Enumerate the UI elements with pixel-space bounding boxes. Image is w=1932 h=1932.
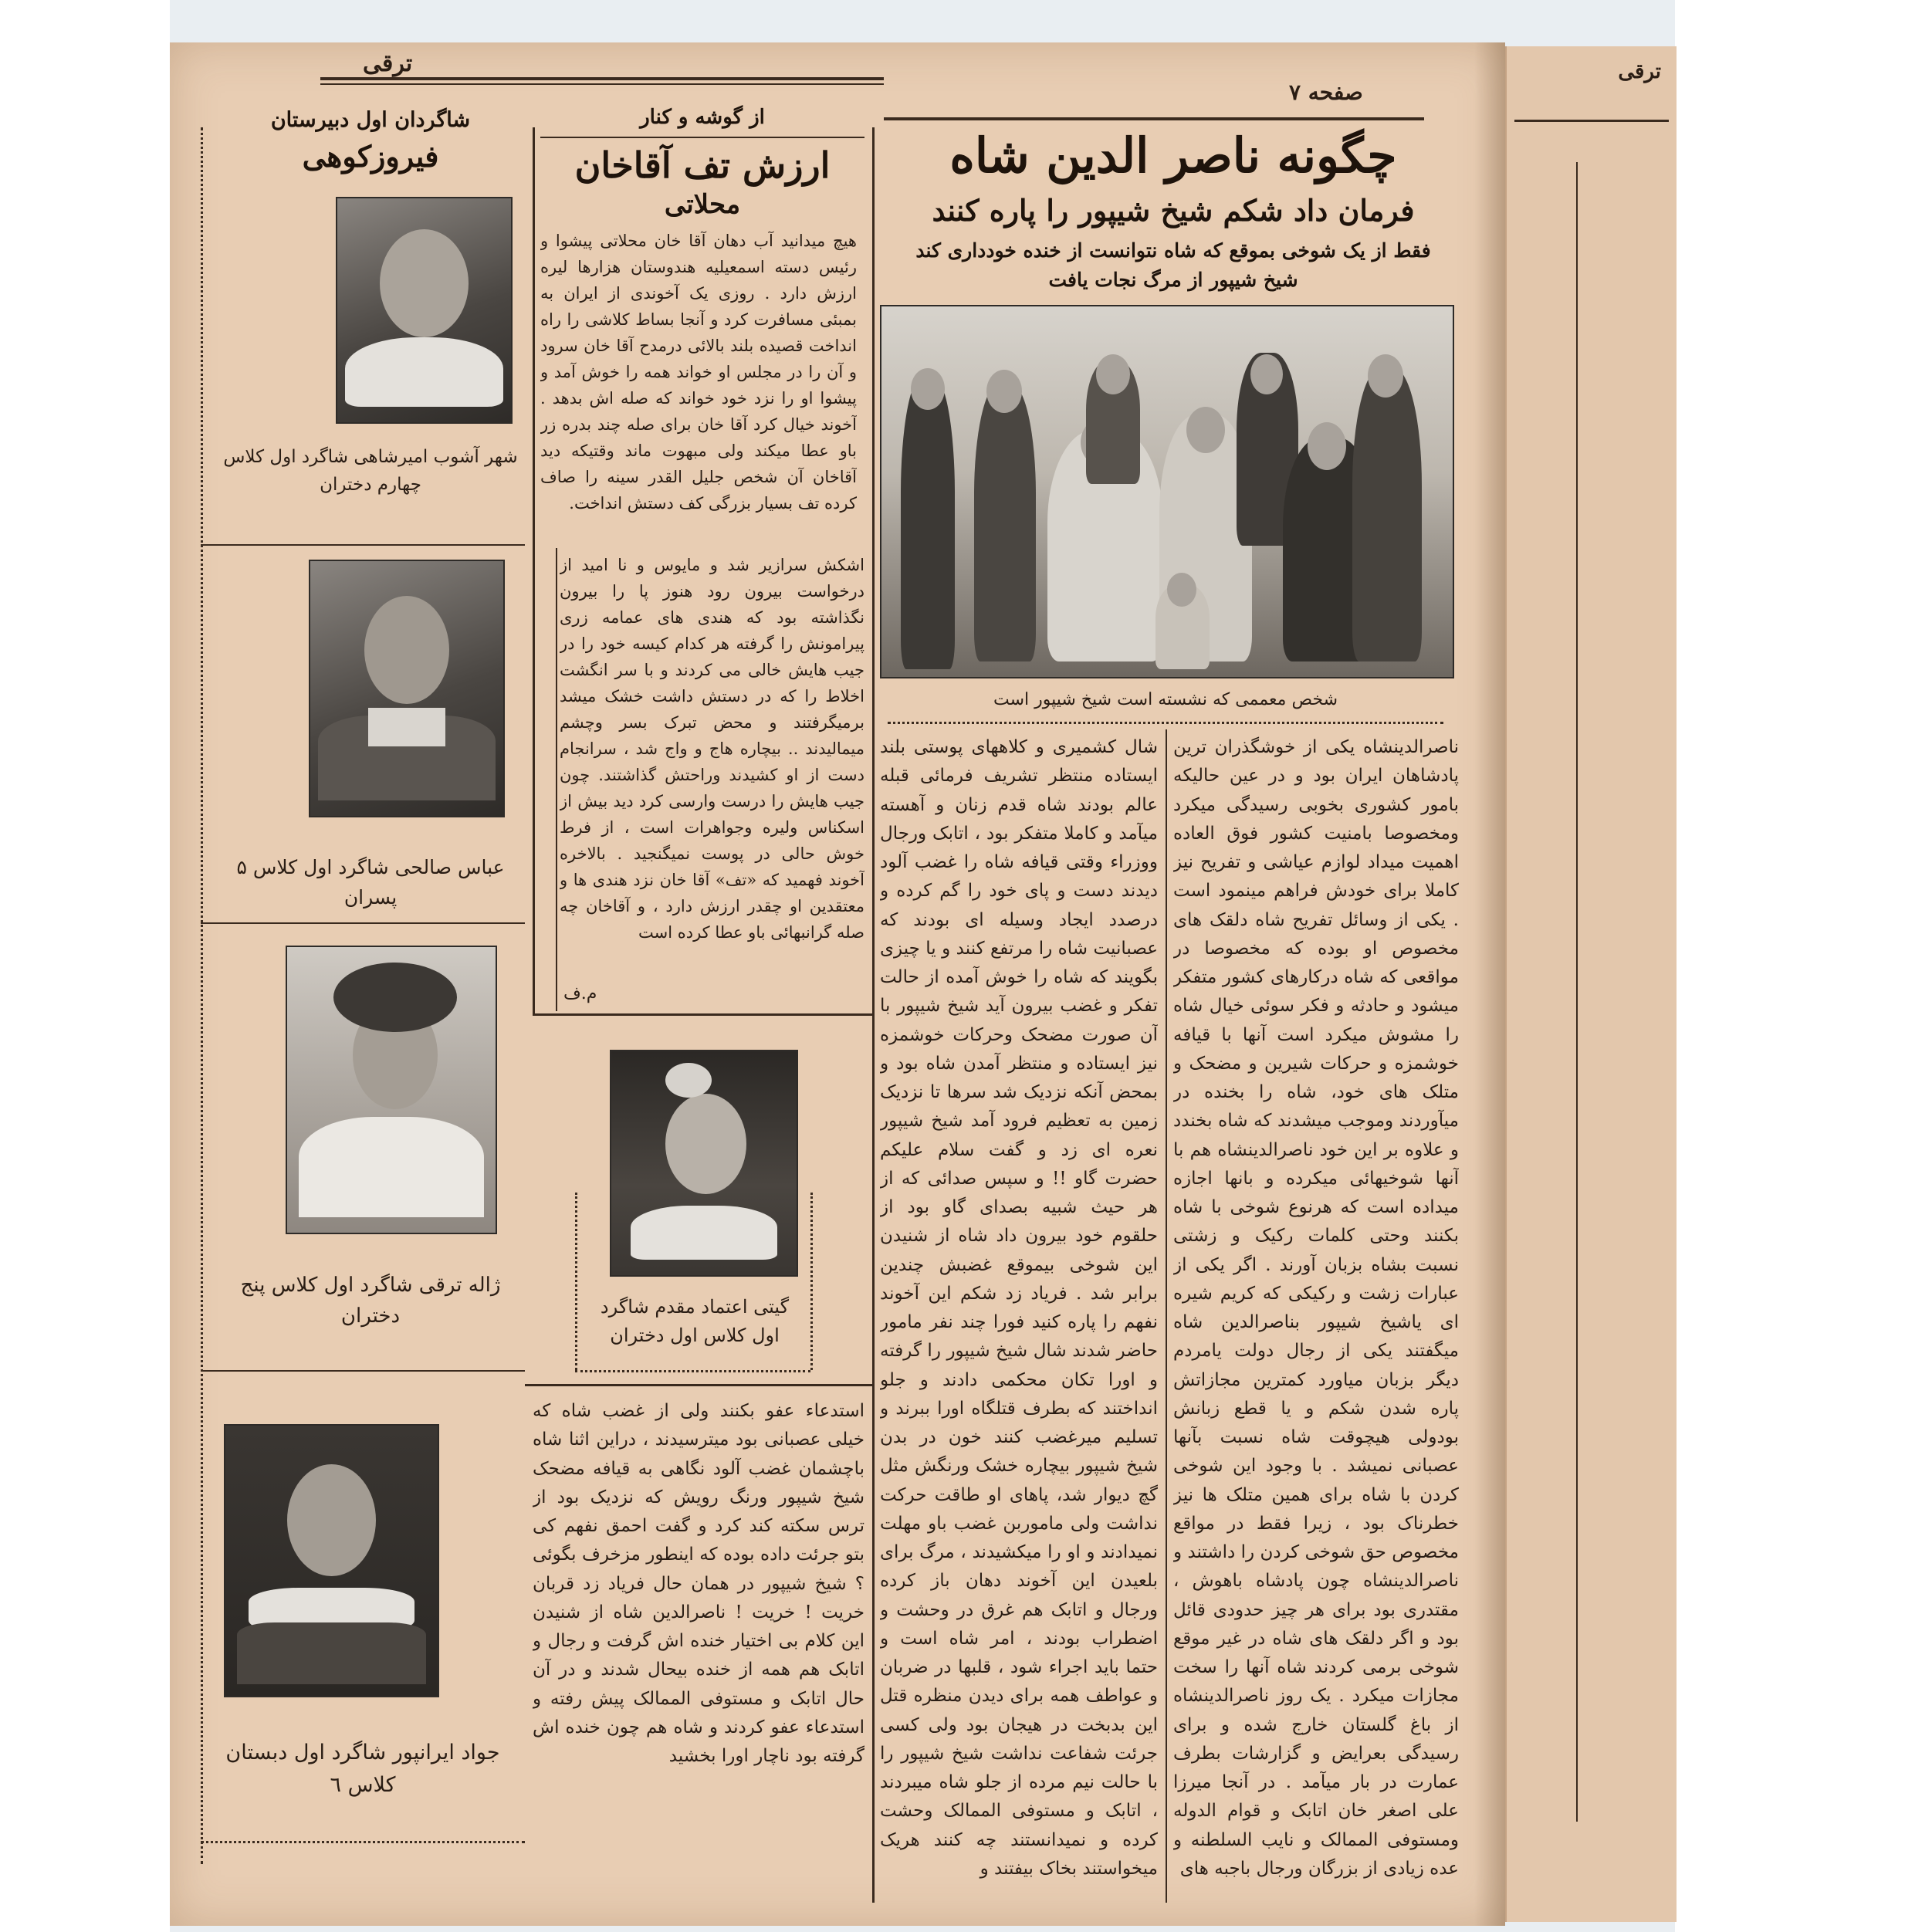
portrait-javad (224, 1424, 439, 1697)
caption-shahr-ashoob: شهر آشوب امیرشاهی شاگرد اول کلاس چهارم دختران (223, 447, 518, 495)
portrait-shahr-ashoob (336, 197, 513, 424)
main-deck-1: فقط از یک شوخی بموقع که شاه نتوانست از خنده خودداری کند (915, 239, 1431, 262)
caption-javad: جواد ایرانپور شاگرد اول دبستان کلاس ٦ (225, 1741, 500, 1797)
students-title-2: فیروزکوهی (302, 139, 439, 174)
main-deck-2: شیخ شیپور از مرگ نجات یافت (1048, 269, 1298, 291)
next-page-edge (1505, 46, 1677, 1922)
students-title-1: شاگردان اول دبیرستان (270, 108, 471, 132)
masthead: ترقی (363, 50, 413, 77)
group-photo-caption: شخص معممی که نشسته است شیخ شیپور است (993, 690, 1338, 709)
middle-article-signature: م.ف (563, 984, 597, 1003)
main-article-column-left: شال کشمیری و کلاههای پوستی بلند ایستاده منتظر تشریف فرمائی قبله عالم بودند شاه قدم زنان و آهسته میآمد و کاملا متفکر بود ، اتابک ورجال ووزراء وقتی قیافه شاه را غضب آلود دیدند دست و پای خود را گم کرده و درصدد ایجاد وسیله ای بودند که عصبانیت شاه را مرتفع کنند و یا چیزی بگویند که شاه را خوش آمده از حالت تفکر و غضب بیرون آید شیخ شیپور با آن صورت مضحک وحرکات خوشمزه نیز ایستاده و منتظر آمدن شاه بود و بمحض آنکه نزدیک شد سرها تا نزدیک زمین به تعظیم فرود آمد شیخ شیپور نعره ای زد و گفت سلام علیکم حضرت گاو !! و سپس صدائی که از هر حیث شبیه بصدای گاو بود از حلقوم خود بیرون داد شاه از شنیدن این شوخی بیموقع غضبش چندین برابر شد . فریاد زد شکم این آخوند نفهم را پاره کنید فورا چند نفر مامور حاضر شدند شال شیخ شیپور را گرفته و اورا تکان محکمی دادند و جلو انداختند که بطرف قتلگاه اورا ببرند و تسلیم میرغضب کنند خون در بدن شیخ شیپور بیچاره خشک ورنگش مثل گچ دیوار شد، پاهای او طاقت حرکت نداشت ولی ماموربن غضب باو مهلت نمیدادند و او را میکشیدند ، مرگ برای بلعیدن این آخوند دهان باز کرده ورجال و اتابک هم غرق در وحشت و اضطراب بودند ، امر شاه است و حتما باید اجراء شود ، قلبها در ضربان و عواطف همه برای دیدن منظره قتل این بدبخت در هیجان بود ولی کسی جرئت شفاعت نداشت شیخ شیپور را با حالت نیم مرده از جلو شاه میبردند ، اتابک و مستوفی الممالک وحشت کرده و نمیدانستند چه کنند هریک میخواستند بخاک بیفتند و (880, 737, 1158, 1879)
caption-abbas: عباس صالحی شاگرد اول کلاس ۵ پسران (236, 856, 505, 908)
caption-zhaleh: ژاله ترقی شاگرد اول کلاس پنج دختران (240, 1274, 501, 1328)
main-title: چگونه ناصر الدین شاه (949, 127, 1397, 184)
middle-article-body-top: هیچ میدانید آب دهان آقا خان محلاتی پیشوا و رئیس دسته اسمعیلیه هندوستان هزارها لیره ارزش دارد . روزی یک آخوندی از ایران به بمبئی مسافرت کرد و آنجا بساط کلاشی را راه انداخت قصیده بلند بالائی درمدح آقا خان سرود و آن را در مجلس او خواند همه را خوش آمد و پیشوا او را نزد خود خواند که صله اش بدهد . آخوند خیال کرد آقا خان برای صله چند بدره زر باو عطا میکند ولی مبهوت ماند وقتیکه دید آقاخان آن شخص جلیل القدر سینه را صاف کرده تف بسیار بزرگی کف دستش انداخت. (540, 232, 857, 513)
portrait-zhaleh (286, 946, 497, 1234)
main-subtitle: فرمان داد شکم شیخ شیپور را پاره کنند (932, 193, 1415, 228)
portrait-abbas (309, 560, 505, 817)
portrait-giti-caption: گیتی اعتماد مقدم شاگرد اول کلاس اول دختران (600, 1296, 790, 1347)
middle-article-title-sub: محلاتی (664, 189, 741, 220)
portrait-giti (610, 1050, 798, 1277)
page-fold-shadow (1474, 42, 1505, 1926)
page-number: صفحه ۷ (1289, 80, 1363, 105)
newspaper-page (170, 42, 1505, 1926)
header-rule-right (884, 117, 1424, 120)
header-rule-left (320, 77, 884, 80)
section-label: از گوشه و کنار (640, 106, 765, 129)
next-page-masthead: ترقی (1618, 60, 1661, 83)
middle-article-body-bottom: اشکش سرازیر شد و مایوس و نا امید از درخواست بیرون رود هنوز پا را بیرون نگذاشته بود که هندی های عمامه زری پیرامونش را گرفته هر کدام کیسه خود را در جیب هایش خالی می کردند و با سر انگشت اخلاط را که در دستش داشت خشک میشد برمیگرفتند و محض تبرک بسر وچشم میمالیدند .. بیچاره هاج و واج شد ، سرانجام دست از او کشیدند وراحتش گذاشتند. چون جیب هایش را درست وارسی کرد دید بیش از اسکناس ولیره وجواهرات است ، از فرط خوش حالی در پوست نمیگنجید . بالاخره آخوند فهمید که «تف» آقا خان نزد هندی ها و معتقدین او چقدر ارزش دارد ، و آقاخان چه صله گرانبهائی باو عطا کرده است (560, 556, 864, 942)
main-article-continuation: استدعاء عفو بکنند ولی از غضب شاه که خیلی عصبانی بود میترسیدند ، دراین اثنا شاه باچشمان غضب آلود نگاهی به قیافه مضحک شیخ شیپور ورنگ رویش که نزدیک بود از ترس سکته کند کرد و گفت احمق نفهم کی بتو جرئت داده بوده که اینطور مزخرف بگوئی ؟ شیخ شیپور در همان حال فریاد زد قربان خریت ! خریت ! ناصرالدین شاه از شنیدن این کلام بی اختیار خنده اش گرفت و رجال و اتابک هم همه از خنده بیحال شدند و در آن حال اتابک و مستوفی الممالک پیش رفته و استدعاء عفو کردند و شاه هم چون خنده اش گرفته بود ناچار اورا بخشید (533, 1401, 864, 1766)
main-article-column-right: ناصرالدینشاه یکی از خوشگذران ترین پادشاهان ایران بود و در عین حالیکه بامور کشوری بخوبی رسیدگی میکرد ومخصوصا بامنیت کشور فوق العاده اهمیت میداد لوازم عیاشی و تفریح نیز کاملا برای خودش فراهم مینمود است . یکی از وسائل تفریح شاه دلقک های مخصوص او بوده که مخصوصا در مواقعی که شاه درکارهای کشور متفکر میشود و حادثه و فکر سوئی خیال شاه را مشوش میکرد است آنها با قیافه خوشمزه و حرکات شیرین و مضحک و متلک های خود، شاه را بخنده در میآوردند وموجب میشدند که شاه بخندد و علاوه بر این خود ناصرالدینشاه هم با آنها شوخیهائی میکرده و بانها اجازه میداده است که هرنوع شوخی با شاه بکنند وحتی کلمات رکیک و زشتی نسبت بشاه بزبان آورند . اگر یکی از عبارات زشت و رکیکی که کریم شیره ای یاشیخ شیپور بناصرالدین شاه میگفتند یکی از رجال دولت یامردم دیگر بزبان میاورد کمترین مجازاتش پاره شدن شکم و یا قطع زبانش بودولی هیچوقت شاه نسبت بآنها عصبانی نمیشد . با وجود این شوخی کردن با شاه برای همین متلک ها نیز خطرناک بود ، زیرا فقط در مواقع مخصوص حق شوخی کردن را داشتند و ناصرالدینشاه چون پادشاه باهوش ، مقتدری بود برای هر چیز حدودی قائل بود و اگر دلقک های شاه در غیر موقع شوخی برمی کردند شاه آنها را سخت مجازات میکرد . یک روز ناصرالدینشاه از باغ گلستان خارج شده و برای رسیدگی بعرایض و گزارشات بطرف عمارت در بار میآمد . در آنجا میرزا علی اصغر خان اتابک و قوام الدوله ومستوفی الممالک و نایب السلطنه و عده زیادی از بزرگان ورجال باجبه های (1173, 737, 1459, 1879)
middle-article-title: ارزش تف آقاخان (574, 144, 831, 186)
group-photo (880, 305, 1454, 678)
